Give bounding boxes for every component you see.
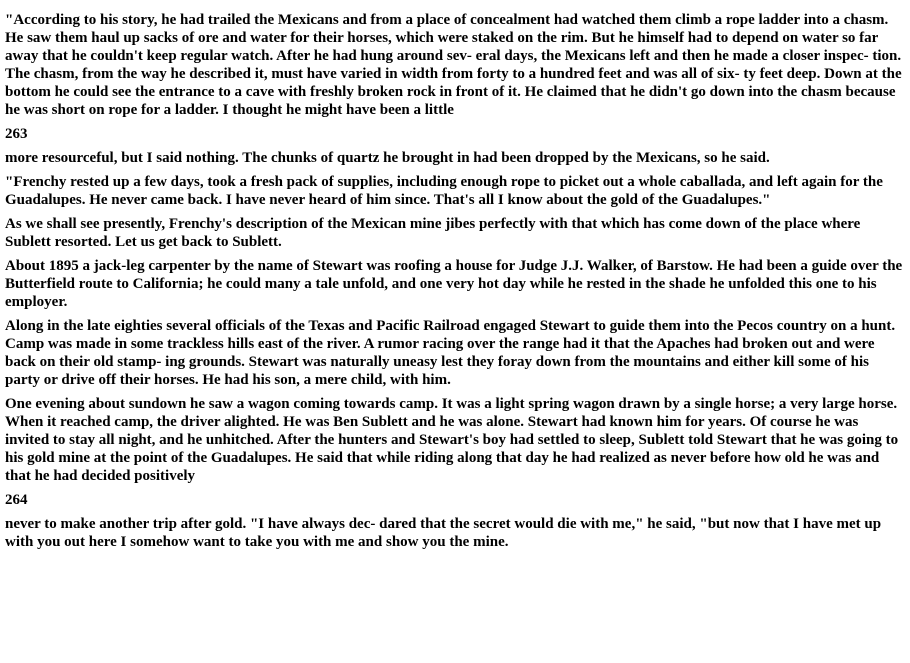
paragraph-description-jibes: As we shall see presently, Frenchy's description of the Mexican mine jibes perfectly with that which has come down of the place where Sublett resorted. Let us get back to Sublett.	[5, 216, 861, 250]
page-number-263: 263	[5, 126, 28, 142]
paragraph-frenchy-story: "According to his story, he had trailed the Mexicans and from a place of concealment had watched them climb a rope ladder into a chasm. He saw them haul up sacks of ore and water for their horses, which were staked on the rim. But he himself had to depend on water so far away that he couldn't keep regular watch. After he had hung around sev- eral days, the Mexicans left and then he made a closer inspec- tion. The chasm, from the way he described it, must have varied in width from forty to a hundred feet and was all of six- ty feet deep. Down at the bottom he could see the entrance to a cave with freshly broken rock in front of it. He claimed that he didn't go down into the chasm because he was short on rope for a ladder. I thought he might have been a little	[5, 12, 902, 118]
paragraph-stewart-carpenter: About 1895 a jack-leg carpenter by the name of Stewart was roofing a house for Judge J.J. Walker, of Barstow. He had been a guide over the Butterfield route to California; he could many a tale unfold, and one very hot day while he rested in the shade he unfolded this one to his employer.	[5, 258, 903, 310]
paragraph-frenchy-left: "Frenchy rested up a few days, took a fresh pack of supplies, including enough rope to picket out a whole caballada, and left again for the Guadalupes. He never came back. I have never heard of him since. That's all I know about the gold of the Guadalupes."	[5, 174, 883, 208]
page-number-264: 264	[5, 492, 28, 508]
paragraph-railroad-hunt: Along in the late eighties several officials of the Texas and Pacific Railroad engaged Stewart to guide them into the Pecos country on a hunt. Camp was made in some trackless hills east of the river. A rumor racing over the range had it that the Apaches had broken out and were back on their old stamp- ing grounds. Stewart was naturally uneasy lest they foray down from the mountains and either kill some of his party or drive off their horses. He had his son, a mere child, with him.	[5, 318, 896, 388]
document-page	[5, 11, 903, 557]
paragraph-quartz: more resourceful, but I said nothing. The chunks of quartz he brought in had been dropped by the Mexicans, so he said.	[5, 150, 770, 166]
paragraph-sublett-arrives: One evening about sundown he saw a wagon coming towards camp. It was a light spring wagon drawn by a single horse; a very large horse. When it reached camp, the driver alighted. He was Ben Sublett and he was alone. Stewart had known him for years. Of course he was invited to stay all night, and he unhitched. After the hunters and Stewart's boy had settled to sleep, Sublett told Stewart that he was going to his gold mine at the point of the Guadalupes. He said that while riding along that day he had realized as never before how old he was and that he had decided positively	[5, 396, 899, 484]
paragraph-secret-mine: never to make another trip after gold. "I have always dec- dared that the secret would die with me," he said, "but now that I have met up with you out here I somehow want to take you with me and show you the mine.	[5, 516, 882, 550]
